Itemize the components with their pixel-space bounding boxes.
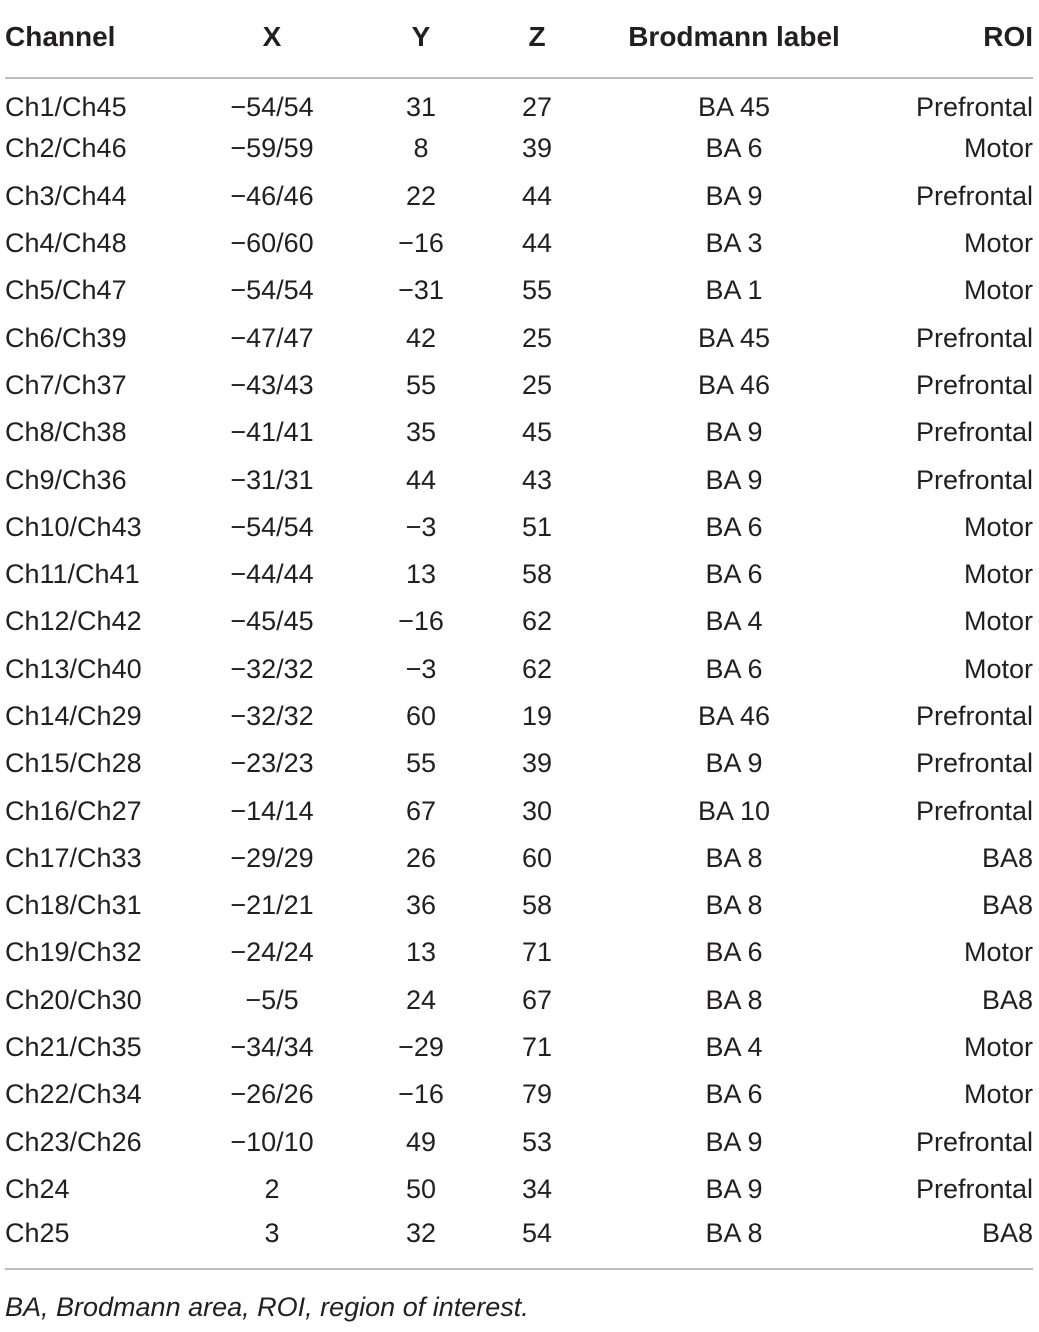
cell-brodmann-label: BA 8 bbox=[591, 1213, 877, 1269]
cell-z: 43 bbox=[521, 464, 553, 495]
cell-x: −41/41 bbox=[230, 417, 314, 448]
cell-z: 54 bbox=[483, 1213, 591, 1269]
cell-channel: Ch6/Ch39 bbox=[5, 322, 127, 353]
header-row bbox=[5, 0, 1033, 78]
cell-x: −32/32 bbox=[230, 701, 314, 731]
cell-y: 13 bbox=[405, 937, 437, 968]
header-x: X bbox=[185, 0, 359, 78]
cell-brodmann-label: BA 6 bbox=[705, 133, 763, 164]
cell-y: 67 bbox=[405, 795, 437, 826]
cell-channel: Ch3/Ch44 bbox=[5, 180, 127, 211]
cell-x: −31/31 bbox=[230, 464, 314, 495]
cell-x: −45/45 bbox=[230, 606, 314, 637]
cell-brodmann-label: BA 46 bbox=[697, 369, 771, 400]
header-z: Z bbox=[483, 0, 591, 78]
cell-channel: Ch11/Ch41 bbox=[5, 559, 140, 590]
cell-roi: Prefrontal bbox=[915, 701, 1033, 731]
table-row bbox=[5, 409, 1033, 456]
cell-roi: Motor bbox=[963, 606, 1033, 637]
cell-x: −59/59 bbox=[230, 133, 314, 164]
cell-channel: Ch21/Ch35 bbox=[5, 1032, 142, 1063]
cell-z: 79 bbox=[521, 1079, 553, 1110]
cell-y: 44 bbox=[405, 464, 437, 495]
cell-brodmann-label: BA 9 bbox=[705, 1173, 763, 1204]
table-row bbox=[5, 740, 1033, 787]
cell-brodmann-label: BA 6 bbox=[705, 937, 763, 968]
cell-roi: Prefrontal bbox=[915, 795, 1033, 826]
table-row bbox=[5, 1024, 1033, 1071]
cell-x: −43/43 bbox=[230, 369, 314, 400]
cell-z: 62 bbox=[521, 606, 553, 637]
table-row bbox=[5, 456, 1033, 503]
header-y: Y bbox=[359, 0, 483, 78]
table-header bbox=[5, 0, 1033, 78]
cell-channel: Ch12/Ch42 bbox=[5, 606, 142, 637]
table-row bbox=[5, 1119, 1033, 1166]
cell-channel: Ch2/Ch46 bbox=[5, 133, 127, 164]
cell-brodmann-label: BA 45 bbox=[697, 322, 771, 353]
cell-y: 55 bbox=[405, 369, 437, 400]
cell-brodmann-label: BA 6 bbox=[705, 511, 763, 542]
cell-x: −54/54 bbox=[230, 511, 314, 542]
table-row bbox=[5, 78, 1033, 125]
cell-roi: Motor bbox=[963, 275, 1033, 306]
cell-y: −31 bbox=[398, 275, 444, 306]
cell-x: −54/54 bbox=[230, 275, 314, 306]
cell-z: 58 bbox=[521, 559, 553, 590]
cell-z: 34 bbox=[521, 1173, 553, 1204]
cell-brodmann-label: BA 46 bbox=[697, 701, 771, 731]
cell-channel: Ch7/Ch37 bbox=[5, 369, 127, 400]
table-row bbox=[5, 125, 1033, 172]
cell-x: −29/29 bbox=[230, 842, 314, 873]
cell-x: −54/54 bbox=[230, 91, 314, 122]
cell-z: 39 bbox=[521, 133, 553, 164]
cell-roi: Motor bbox=[963, 559, 1033, 590]
table-row bbox=[5, 220, 1033, 267]
cell-x: 2 bbox=[264, 1173, 280, 1204]
cell-y: 13 bbox=[405, 559, 437, 590]
table-row bbox=[5, 504, 1033, 551]
cell-channel: Ch1/Ch45 bbox=[5, 91, 127, 122]
cell-y: 42 bbox=[405, 322, 437, 353]
cell-y: 36 bbox=[405, 890, 437, 921]
cell-channel: Ch10/Ch43 bbox=[5, 511, 142, 542]
cell-z: 51 bbox=[521, 511, 553, 542]
cell-roi: Motor bbox=[963, 937, 1033, 968]
cell-z: 39 bbox=[521, 748, 553, 779]
cell-brodmann-label: BA 6 bbox=[705, 1079, 763, 1110]
cell-x: −47/47 bbox=[230, 322, 314, 353]
cell-z: 60 bbox=[521, 842, 553, 873]
table-row bbox=[5, 598, 1033, 645]
table-row bbox=[5, 835, 1033, 882]
cell-roi: Prefrontal bbox=[915, 1173, 1033, 1204]
cell-channel: Ch20/Ch30 bbox=[5, 984, 142, 1015]
cell-roi: Prefrontal bbox=[915, 369, 1033, 400]
cell-y: 50 bbox=[405, 1173, 437, 1204]
cell-x: −46/46 bbox=[230, 180, 314, 211]
cell-channel: Ch9/Ch36 bbox=[5, 464, 127, 495]
cell-brodmann-label: BA 9 bbox=[705, 464, 763, 495]
cell-roi: BA8 bbox=[877, 1213, 1033, 1269]
cell-roi: Motor bbox=[963, 228, 1033, 259]
table-row bbox=[5, 787, 1033, 834]
cell-y: −29 bbox=[398, 1032, 444, 1063]
cell-roi: Motor bbox=[963, 133, 1033, 164]
table-row bbox=[5, 977, 1033, 1024]
cell-brodmann-label: BA 9 bbox=[705, 180, 763, 211]
cell-x: −14/14 bbox=[230, 795, 314, 826]
cell-z: 44 bbox=[521, 228, 553, 259]
cell-brodmann-label: BA 45 bbox=[697, 91, 771, 122]
cell-channel: Ch14/Ch29 bbox=[5, 701, 142, 731]
cell-y: −16 bbox=[398, 1079, 444, 1110]
cell-channel: Ch13/Ch40 bbox=[5, 653, 142, 684]
cell-x: −26/26 bbox=[230, 1079, 314, 1110]
cell-brodmann-label: BA 9 bbox=[705, 1126, 763, 1157]
cell-y: −16 bbox=[398, 606, 444, 637]
cell-brodmann-label: BA 1 bbox=[705, 275, 763, 306]
cell-y: 35 bbox=[405, 417, 437, 448]
cell-brodmann-label: BA 10 bbox=[697, 795, 771, 826]
cell-x: −60/60 bbox=[230, 228, 314, 259]
cell-y: −3 bbox=[405, 653, 437, 684]
cell-z: 19 bbox=[521, 701, 553, 731]
cell-brodmann-label: BA 4 bbox=[705, 606, 763, 637]
cell-brodmann-label: BA 6 bbox=[705, 653, 763, 684]
table-body bbox=[5, 78, 1033, 1269]
table-footnote: BA, Brodmann area, ROI, region of interest. bbox=[5, 1292, 529, 1322]
cell-z: 44 bbox=[521, 180, 553, 211]
cell-roi: Motor bbox=[963, 653, 1033, 684]
cell-y: 49 bbox=[405, 1126, 437, 1157]
cell-channel: Ch22/Ch34 bbox=[5, 1079, 142, 1110]
cell-roi: Prefrontal bbox=[915, 464, 1033, 495]
table-row bbox=[5, 362, 1033, 409]
cell-brodmann-label: BA 8 bbox=[705, 842, 763, 873]
header-channel: Channel bbox=[5, 0, 185, 78]
cell-y: −16 bbox=[398, 228, 444, 259]
cell-y: 24 bbox=[405, 984, 437, 1015]
cell-y: 55 bbox=[405, 748, 437, 779]
cell-roi: Prefrontal bbox=[915, 748, 1033, 779]
cell-roi: Prefrontal bbox=[915, 322, 1033, 353]
cell-z: 30 bbox=[521, 795, 553, 826]
cell-z: 55 bbox=[521, 275, 553, 306]
cell-brodmann-label: BA 9 bbox=[705, 748, 763, 779]
cell-z: 62 bbox=[521, 653, 553, 684]
cell-z: 25 bbox=[521, 369, 553, 400]
cell-x: 3 bbox=[185, 1213, 359, 1269]
table-row bbox=[5, 1166, 1033, 1213]
cell-channel: Ch23/Ch26 bbox=[5, 1126, 142, 1157]
cell-channel: Ch8/Ch38 bbox=[5, 417, 127, 448]
cell-roi: BA8 bbox=[981, 890, 1033, 921]
cell-x: −24/24 bbox=[230, 937, 314, 968]
cell-channel: Ch17/Ch33 bbox=[5, 842, 142, 873]
cell-brodmann-label: BA 3 bbox=[705, 228, 763, 259]
cell-x: −5/5 bbox=[245, 984, 299, 1015]
cell-brodmann-label: BA 8 bbox=[705, 984, 763, 1015]
table-row bbox=[5, 693, 1033, 740]
cell-y: 22 bbox=[405, 180, 437, 211]
cell-channel: Ch24 bbox=[5, 1173, 70, 1204]
header-roi: ROI bbox=[877, 0, 1033, 78]
cell-channel: Ch18/Ch31 bbox=[5, 890, 142, 921]
cell-roi: Motor bbox=[963, 511, 1033, 542]
cell-x: −23/23 bbox=[230, 748, 314, 779]
cell-y: 31 bbox=[405, 91, 437, 122]
channel-coordinates-table bbox=[5, 0, 1033, 1270]
cell-brodmann-label: BA 8 bbox=[705, 890, 763, 921]
cell-roi: Prefrontal bbox=[915, 180, 1033, 211]
cell-z: 25 bbox=[521, 322, 553, 353]
cell-roi: Motor bbox=[963, 1032, 1033, 1063]
cell-channel: Ch16/Ch27 bbox=[5, 795, 142, 826]
cell-z: 27 bbox=[521, 91, 553, 122]
table-row bbox=[5, 267, 1033, 314]
cell-channel: Ch5/Ch47 bbox=[5, 275, 127, 306]
table-row bbox=[5, 1213, 1033, 1269]
channel-table-container bbox=[5, 0, 1033, 1270]
table-row bbox=[5, 1071, 1033, 1118]
cell-z: 45 bbox=[521, 417, 553, 448]
cell-roi: Motor bbox=[963, 1079, 1033, 1110]
header-brodmann-label: Brodmann label bbox=[591, 0, 877, 78]
table-row bbox=[5, 882, 1033, 929]
cell-x: −10/10 bbox=[230, 1126, 314, 1157]
table-row bbox=[5, 551, 1033, 598]
cell-z: 58 bbox=[521, 890, 553, 921]
cell-roi: Prefrontal bbox=[915, 91, 1033, 122]
cell-z: 53 bbox=[521, 1126, 553, 1157]
cell-y: 60 bbox=[405, 701, 437, 731]
cell-y: −3 bbox=[405, 511, 437, 542]
cell-x: −32/32 bbox=[230, 653, 314, 684]
cell-roi: Prefrontal bbox=[915, 417, 1033, 448]
cell-brodmann-label: BA 6 bbox=[705, 559, 763, 590]
cell-roi: BA8 bbox=[981, 984, 1033, 1015]
cell-roi: Prefrontal bbox=[915, 1126, 1033, 1157]
cell-z: 67 bbox=[521, 984, 553, 1015]
cell-brodmann-label: BA 9 bbox=[705, 417, 763, 448]
table-row bbox=[5, 173, 1033, 220]
cell-roi: BA8 bbox=[981, 842, 1033, 873]
cell-z: 71 bbox=[521, 937, 553, 968]
cell-x: −44/44 bbox=[230, 559, 314, 590]
cell-y: 26 bbox=[405, 842, 437, 873]
cell-y: 8 bbox=[413, 133, 429, 164]
cell-x: −21/21 bbox=[230, 890, 314, 921]
cell-channel: Ch25 bbox=[5, 1213, 185, 1269]
cell-brodmann-label: BA 4 bbox=[705, 1032, 763, 1063]
cell-channel: Ch15/Ch28 bbox=[5, 748, 142, 779]
cell-y: 32 bbox=[359, 1213, 483, 1269]
table-row bbox=[5, 314, 1033, 361]
cell-channel: Ch4/Ch48 bbox=[5, 228, 127, 259]
table-row bbox=[5, 929, 1033, 976]
cell-channel: Ch19/Ch32 bbox=[5, 937, 142, 968]
cell-x: −34/34 bbox=[230, 1032, 314, 1063]
table-row bbox=[5, 646, 1033, 693]
cell-z: 71 bbox=[521, 1032, 553, 1063]
